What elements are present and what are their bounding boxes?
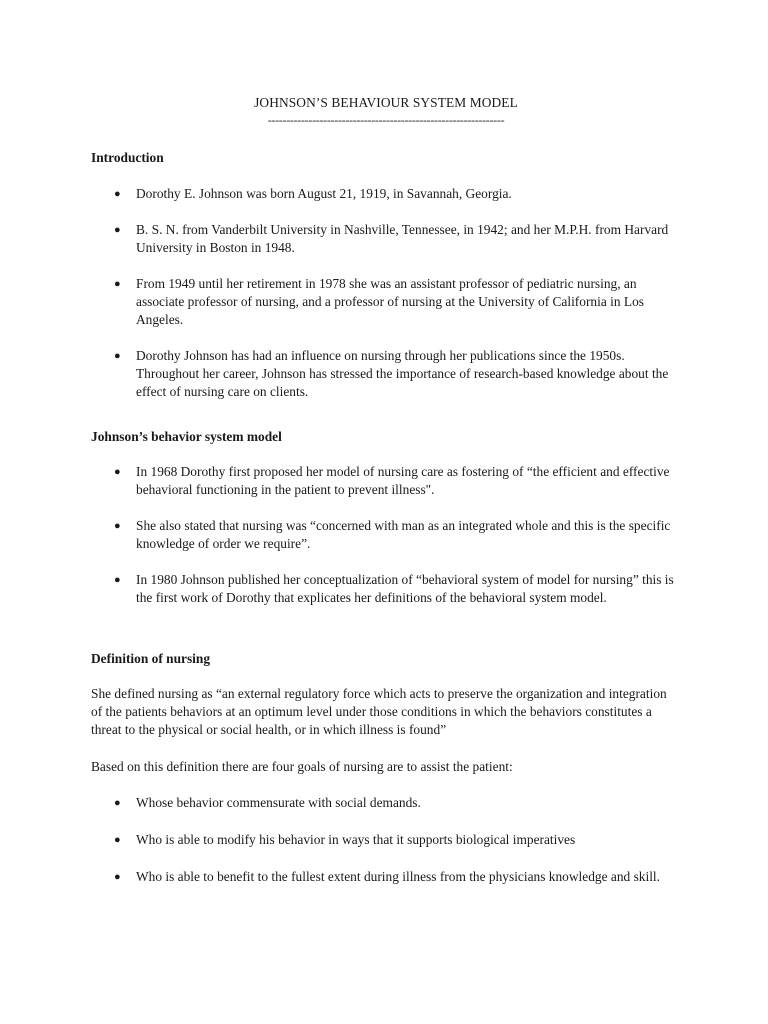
bullet-icon: ● xyxy=(114,466,121,478)
list-item-text: Dorothy Johnson has had an influence on nursing through her publications since the 1950s. Throughout her career, Johnson has stressed the importance of research-based knowledge about the effect of nursing care on clients. xyxy=(136,348,669,399)
section-heading-definition: Definition of nursing xyxy=(91,651,211,666)
list-item xyxy=(91,275,681,329)
list-item xyxy=(91,185,681,203)
list-item-text: B. S. N. from Vanderbilt University in Nashville, Tennessee, in 1942; and her M.P.H. from Harvard University in Boston in 1948. xyxy=(136,222,669,255)
list-item xyxy=(91,794,681,812)
goals-intro-paragraph: Based on this definition there are four goals of nursing are to assist the patient: xyxy=(91,759,513,774)
bullet-icon: ● xyxy=(114,834,121,846)
list-item-text: Who is able to benefit to the fullest extent during illness from the physicians knowledge and skill. xyxy=(136,869,660,884)
goals-bullet-list xyxy=(91,794,681,905)
bullet-icon: ● xyxy=(114,520,121,532)
section-heading-model: Johnson’s behavior system model xyxy=(91,429,282,444)
list-item xyxy=(91,517,681,553)
bullet-icon: ● xyxy=(114,278,121,290)
list-item xyxy=(91,347,681,401)
introduction-bullet-list xyxy=(91,185,681,419)
list-item-text: In 1980 Johnson published her conceptualization of “behavioral system of model for nursing” this is the first work of Dorothy that explicates her definitions of the behavioral system model. xyxy=(136,572,674,605)
list-item xyxy=(91,868,681,886)
list-item xyxy=(91,571,681,607)
list-item-text: Dorothy E. Johnson was born August 21, 1919, in Savannah, Georgia. xyxy=(136,186,512,201)
bullet-icon: ● xyxy=(114,871,121,883)
title-underline-rule: ---------------------------------------------------------------- xyxy=(267,113,505,127)
bullet-icon: ● xyxy=(114,797,121,809)
bullet-icon: ● xyxy=(114,350,121,362)
bullet-icon: ● xyxy=(114,224,121,236)
document-title: JOHNSON’S BEHAVIOUR SYSTEM MODEL xyxy=(254,95,518,110)
model-bullet-list xyxy=(91,463,681,625)
bullet-icon: ● xyxy=(114,574,121,586)
list-item-text: Who is able to modify his behavior in ways that it supports biological imperatives xyxy=(136,832,576,847)
section-heading-introduction: Introduction xyxy=(91,150,164,165)
list-item xyxy=(91,463,681,499)
list-item-text: She also stated that nursing was “concerned with man as an integrated whole and this is the specific knowledge of order we require”. xyxy=(136,518,671,551)
list-item-text: From 1949 until her retirement in 1978 she was an assistant professor of pediatric nursing, an associate professor of nursing, and a professor of nursing at the University of California in Los Angeles. xyxy=(136,276,644,327)
bullet-icon: ● xyxy=(114,188,121,200)
definition-paragraph: She defined nursing as “an external regulatory force which acts to preserve the organization and integration of the patients behaviors at an optimum level under those conditions in which the behaviors constitutes a threat to the physical or social health, or in which illness is found” xyxy=(91,686,667,737)
document-page xyxy=(91,94,681,884)
list-item-text: In 1968 Dorothy first proposed her model of nursing care as fostering of “the efficient and effective behavioral functioning in the patient to prevent illness". xyxy=(136,464,670,497)
list-item xyxy=(91,831,681,849)
list-item xyxy=(91,221,681,257)
list-item-text: Whose behavior commensurate with social demands. xyxy=(136,795,421,810)
